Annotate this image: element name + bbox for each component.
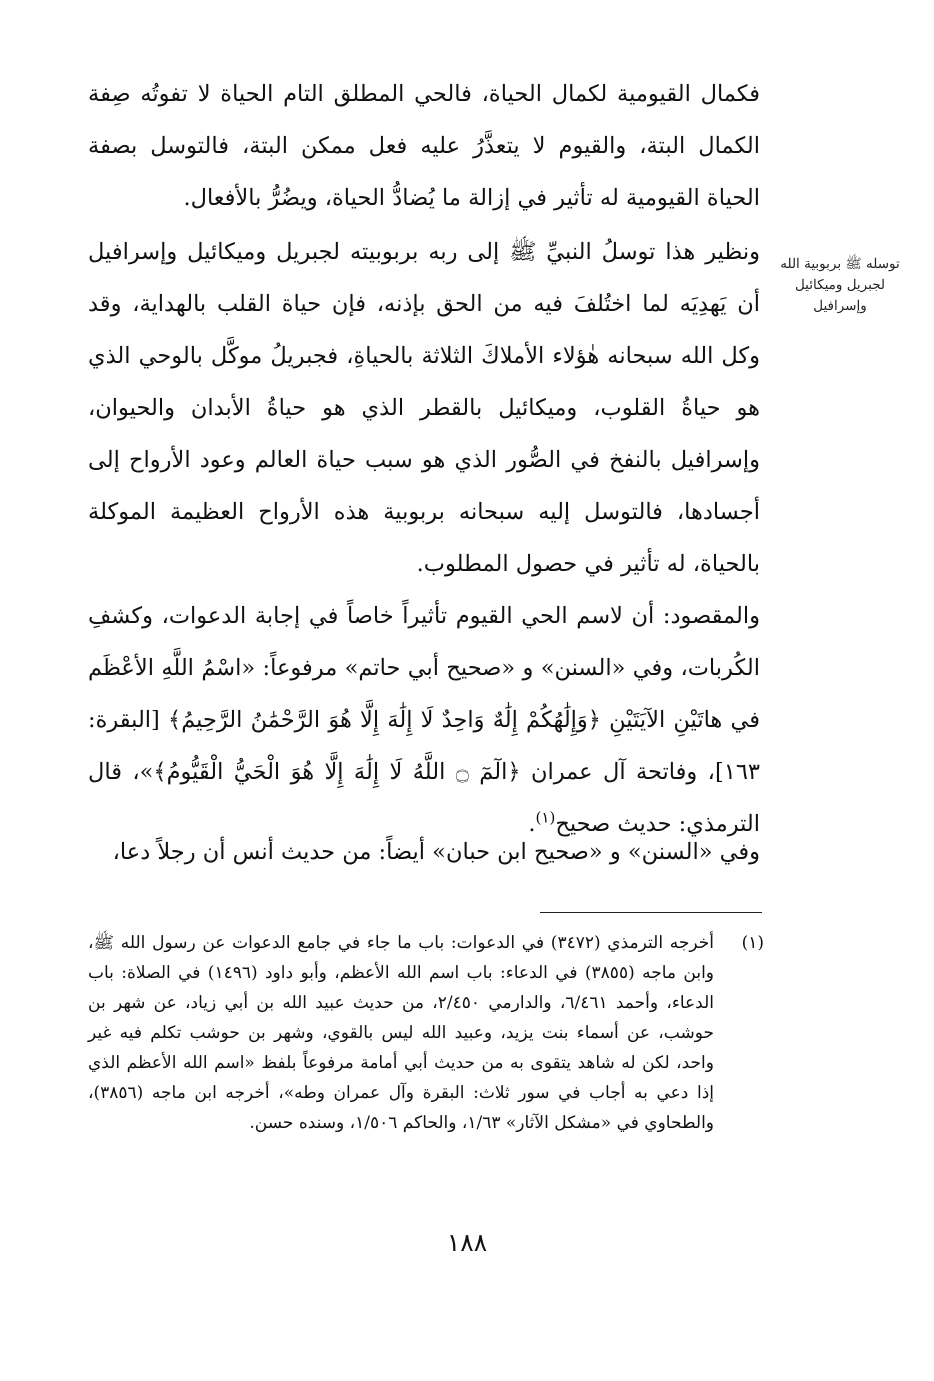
footnote-marker: (١) [535, 808, 556, 827]
paragraph-3-body: والمقصود: أن لاسم الحي القيوم تأثيراً خاصاً في إجابة الدعوات، وكشفِ الكُربات، وفي «السنن» و «صحيح أبي حاتم» مرفوعاً: «اسْمُ اللَّهِ الأعْظَم في هاتَيْنِ الآيَتَيْنِ ﴿وَإِلَٰهُكُمْ إِلَٰهٌ وَاحِدٌ لَا إِلَٰهَ إِلَّا هُوَ الرَّحْمَٰنُ الرَّحِيمُ﴾ [البقرة: ١٦٣]، وفاتحة آل عمران ﴿الٓمٓ ۝ اللَّهُ لَا إِلَٰهَ إِلَّا هُوَ الْحَيُّ الْقَيُّومُ﴾»، قال الترمذي: حديث صحيح [88, 603, 760, 837]
margin-note: توسله ﷺ بربوبية الله لجبريل وميكائيل وإسرافيل [780, 256, 900, 314]
paragraph-4 [88, 826, 760, 878]
footnote-divider [540, 912, 762, 913]
page-number: ١٨٨ [446, 1228, 488, 1257]
paragraph-text: فكمال القيومية لكمال الحياة، فالحي المطلق التام الحياة لا تفوتُه صِفة الكمال البتة، والقيوم لا يتعذَّرُ عليه فعل ممكن البتة، فالتوسل بصفة الحياة القيومية له تأثير في إزالة ما يُضادُّ الحياة، ويضُرُّ بالأفعال. [88, 81, 760, 211]
paragraph-text: ونظير هذا توسلُ النبيِّ ﷺ إلى ربه بربوبيته لجبريل وميكائيل وإسرافيل أن يَهدِيَه لما اختُلفَ فيه من الحق بإذنه، فإن حياة القلب بالهداية، وقد وكل الله سبحانه هٰؤلاء الأملاكَ الثلاثة بالحياةِ، فجبريلُ موكَّل بالوحي الذي هو حياةُ القلوب، وميكائيل بالقطر الذي هو حياةُ الأبدان والحيوان، وإسرافيل بالنفخ في الصُّور الذي هو سبب حياة العالم وعود الأرواح إلى أجسادها، فالتوسل إليه سبحانه بربوبية هذه الأرواح العظيمة الموكلة بالحياة، له تأثير في حصول المطلوب. [88, 239, 760, 577]
footnote [88, 928, 764, 1138]
footnote-number: (١) [741, 933, 764, 953]
footnote-text: أخرجه الترمذي (٣٤٧٢) في الدعوات: باب ما جاء في جامع الدعوات عن رسول الله ﷺ، وابن ماجه (٣٨٥٥) في الدعاء: باب اسم الله الأعظم، وأبو داود (١٤٩٦) في الصلاة: باب الدعاء، وأحمد ٦/٤٦١، والدارمي ٢/٤٥٠، من حديث عبيد الله بن أبي زياد، عن شهر بن حوشب، عن أسماء بنت يزيد، وعبيد الله ليس بالقوي، وشهر بن حوشب تكلم فيه غير واحد، لكن له شاهد يتقوى به من حديث أبي أمامة مرفوعاً بلفظ «اسم الله الأعظم الذي إذا دعي به أجاب في سور ثلاث: البقرة وآل عمران وطه»، أخرجه ابن ماجه (٣٨٥٦)، والطحاوي في «مشكل الآثار» ١/٦٣، والحاكم ١/٥٠٦، وسنده حسن. [88, 933, 714, 1133]
paragraph-1 [88, 68, 760, 224]
paragraph-text: وفي «السنن» و «صحيح ابن حبان» أيضاً: من حديث أنس أن رجلاً دعا، [112, 839, 760, 865]
paragraph-3-end: . [528, 811, 536, 837]
paragraph-3 [88, 590, 760, 850]
paragraph-2 [88, 226, 760, 590]
paragraph-text [88, 590, 760, 850]
